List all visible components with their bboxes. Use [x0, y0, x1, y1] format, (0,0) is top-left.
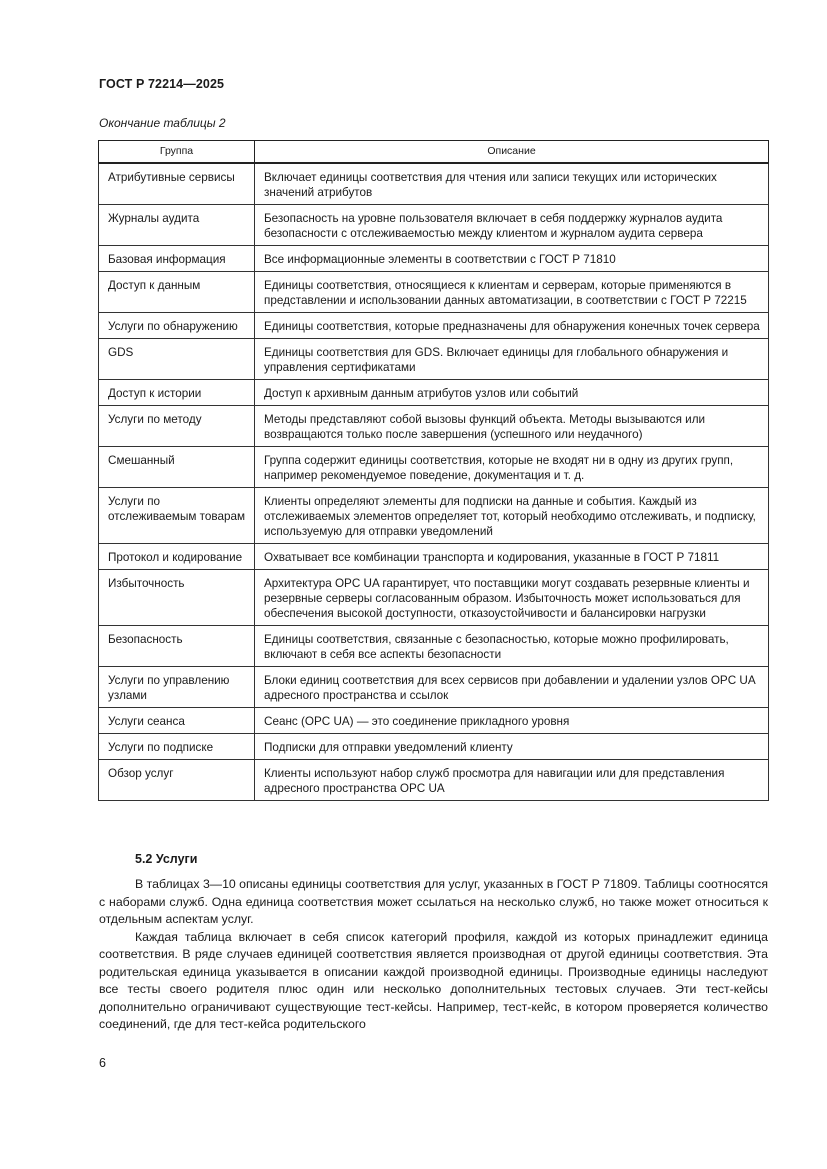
description-cell: Охватывает все комбинации транспорта и кодирования, указанные в ГОСТ Р 71811 [255, 544, 769, 570]
description-cell: Блоки единиц соответствия для всех сервисов при добавлении и удалении узлов OPC UA адресного пространства и ссылок [255, 667, 769, 708]
document-header: ГОСТ Р 72214—2025 [99, 77, 225, 91]
table-row [99, 708, 769, 734]
group-cell: Обзор услуг [99, 760, 255, 801]
description-cell: Подписки для отправки уведомлений клиенту [255, 734, 769, 760]
description-cell: Методы представляют собой вызовы функций объекта. Методы вызываются или возвращаются только после завершения (успешного или неудачного) [255, 406, 769, 447]
group-cell: Базовая информация [99, 246, 255, 272]
group-cell: Атрибутивные сервисы [99, 163, 255, 205]
group-cell: GDS [99, 339, 255, 380]
description-cell: Сеанс (OPC UA) — это соединение прикладного уровня [255, 708, 769, 734]
table-row [99, 760, 769, 801]
page-number: 6 [99, 1056, 106, 1070]
description-cell: Клиенты используют набор служб просмотра для навигации или для представления адресного пространства OPC UA [255, 760, 769, 801]
group-cell: Доступ к данным [99, 272, 255, 313]
section-body [99, 876, 768, 1034]
paragraph: В таблицах 3—10 описаны единицы соответствия для услуг, указанных в ГОСТ Р 71809. Таблицы соотносятся с наборами служб. Одна единица соответствия может ссылаться на несколько служб, но также может относиться к отдельным аспектам услуг. [99, 877, 768, 926]
table-row [99, 339, 769, 380]
group-cell: Услуги по отслеживаемым товарам [99, 488, 255, 544]
description-cell: Безопасность на уровне пользователя включает в себя поддержку журналов аудита безопасности с отслеживаемостью между клиентом и журналом аудита сервера [255, 205, 769, 246]
description-cell: Единицы соответствия, которые предназначены для обнаружения конечных точек сервера [255, 313, 769, 339]
description-cell: Все информационные элементы в соответствии с ГОСТ Р 71810 [255, 246, 769, 272]
group-cell: Доступ к истории [99, 380, 255, 406]
description-cell: Клиенты определяют элементы для подписки на данные и события. Каждый из отслеживаемых элементов определяет тот, который необходимо отслеживать, и подписку, используемую для отправки уведомлений [255, 488, 769, 544]
table-row [99, 272, 769, 313]
table-row [99, 734, 769, 760]
table-caption: Окончание таблицы 2 [99, 116, 226, 130]
conformance-groups-table [98, 140, 769, 801]
group-cell: Журналы аудита [99, 205, 255, 246]
table-row [99, 313, 769, 339]
table-row [99, 447, 769, 488]
description-cell: Единицы соответствия, относящиеся к клиентам и серверам, которые применяются в представлении и использовании данных автоматизации, в соответствии с ГОСТ Р 72215 [255, 272, 769, 313]
description-cell: Доступ к архивным данным атрибутов узлов или событий [255, 380, 769, 406]
group-cell: Безопасность [99, 626, 255, 667]
group-cell: Смешанный [99, 447, 255, 488]
table-row [99, 380, 769, 406]
table-row [99, 488, 769, 544]
table-row [99, 406, 769, 447]
table-row [99, 626, 769, 667]
table-row [99, 544, 769, 570]
paragraph: Каждая таблица включает в себя список категорий профиля, каждой из которых принадлежит единица соответствия. В ряде случаев единицей соответствия является производная от другой единицы соответствия. Эта родительская единица указывается в описании каждой производной единицы. Производные единицы наследуют все тесты своего родителя плюс один или несколько дополнительных тестовых случаев. Эти тест-кейсы дополнительно ограничивают существующие тест-кейсы. Например, тест-кейс, в котором проверяется количество соединений, где для тест-кейса родительского [99, 929, 768, 1031]
group-cell: Услуги по подписке [99, 734, 255, 760]
group-cell: Протокол и кодирование [99, 544, 255, 570]
group-cell: Услуги по управлению узлами [99, 667, 255, 708]
column-header-group: Группа [99, 141, 255, 164]
table-row [99, 667, 769, 708]
group-cell: Услуги сеанса [99, 708, 255, 734]
group-cell: Избыточность [99, 570, 255, 626]
description-cell: Архитектура OPC UA гарантирует, что поставщики могут создавать резервные клиенты и резервные серверы согласованным образом. Избыточность может использоваться для обеспечения высокой доступности, отказоустойчивости и балансировки нагрузки [255, 570, 769, 626]
table-row [99, 570, 769, 626]
group-cell: Услуги по обнаружению [99, 313, 255, 339]
description-cell: Включает единицы соответствия для чтения или записи текущих или исторических значений атрибутов [255, 163, 769, 205]
description-cell: Единицы соответствия для GDS. Включает единицы для глобального обнаружения и управления сертификатами [255, 339, 769, 380]
group-cell: Услуги по методу [99, 406, 255, 447]
table-row [99, 205, 769, 246]
column-header-description: Описание [255, 141, 769, 164]
table-row [99, 163, 769, 205]
section-heading: 5.2 Услуги [135, 852, 198, 866]
description-cell: Единицы соответствия, связанные с безопасностью, которые можно профилировать, включают в себя все аспекты безопасности [255, 626, 769, 667]
description-cell: Группа содержит единицы соответствия, которые не входят ни в одну из других групп, например рекомендуемое поведение, документация и т. д. [255, 447, 769, 488]
table-header-row [99, 141, 769, 164]
table-row [99, 246, 769, 272]
